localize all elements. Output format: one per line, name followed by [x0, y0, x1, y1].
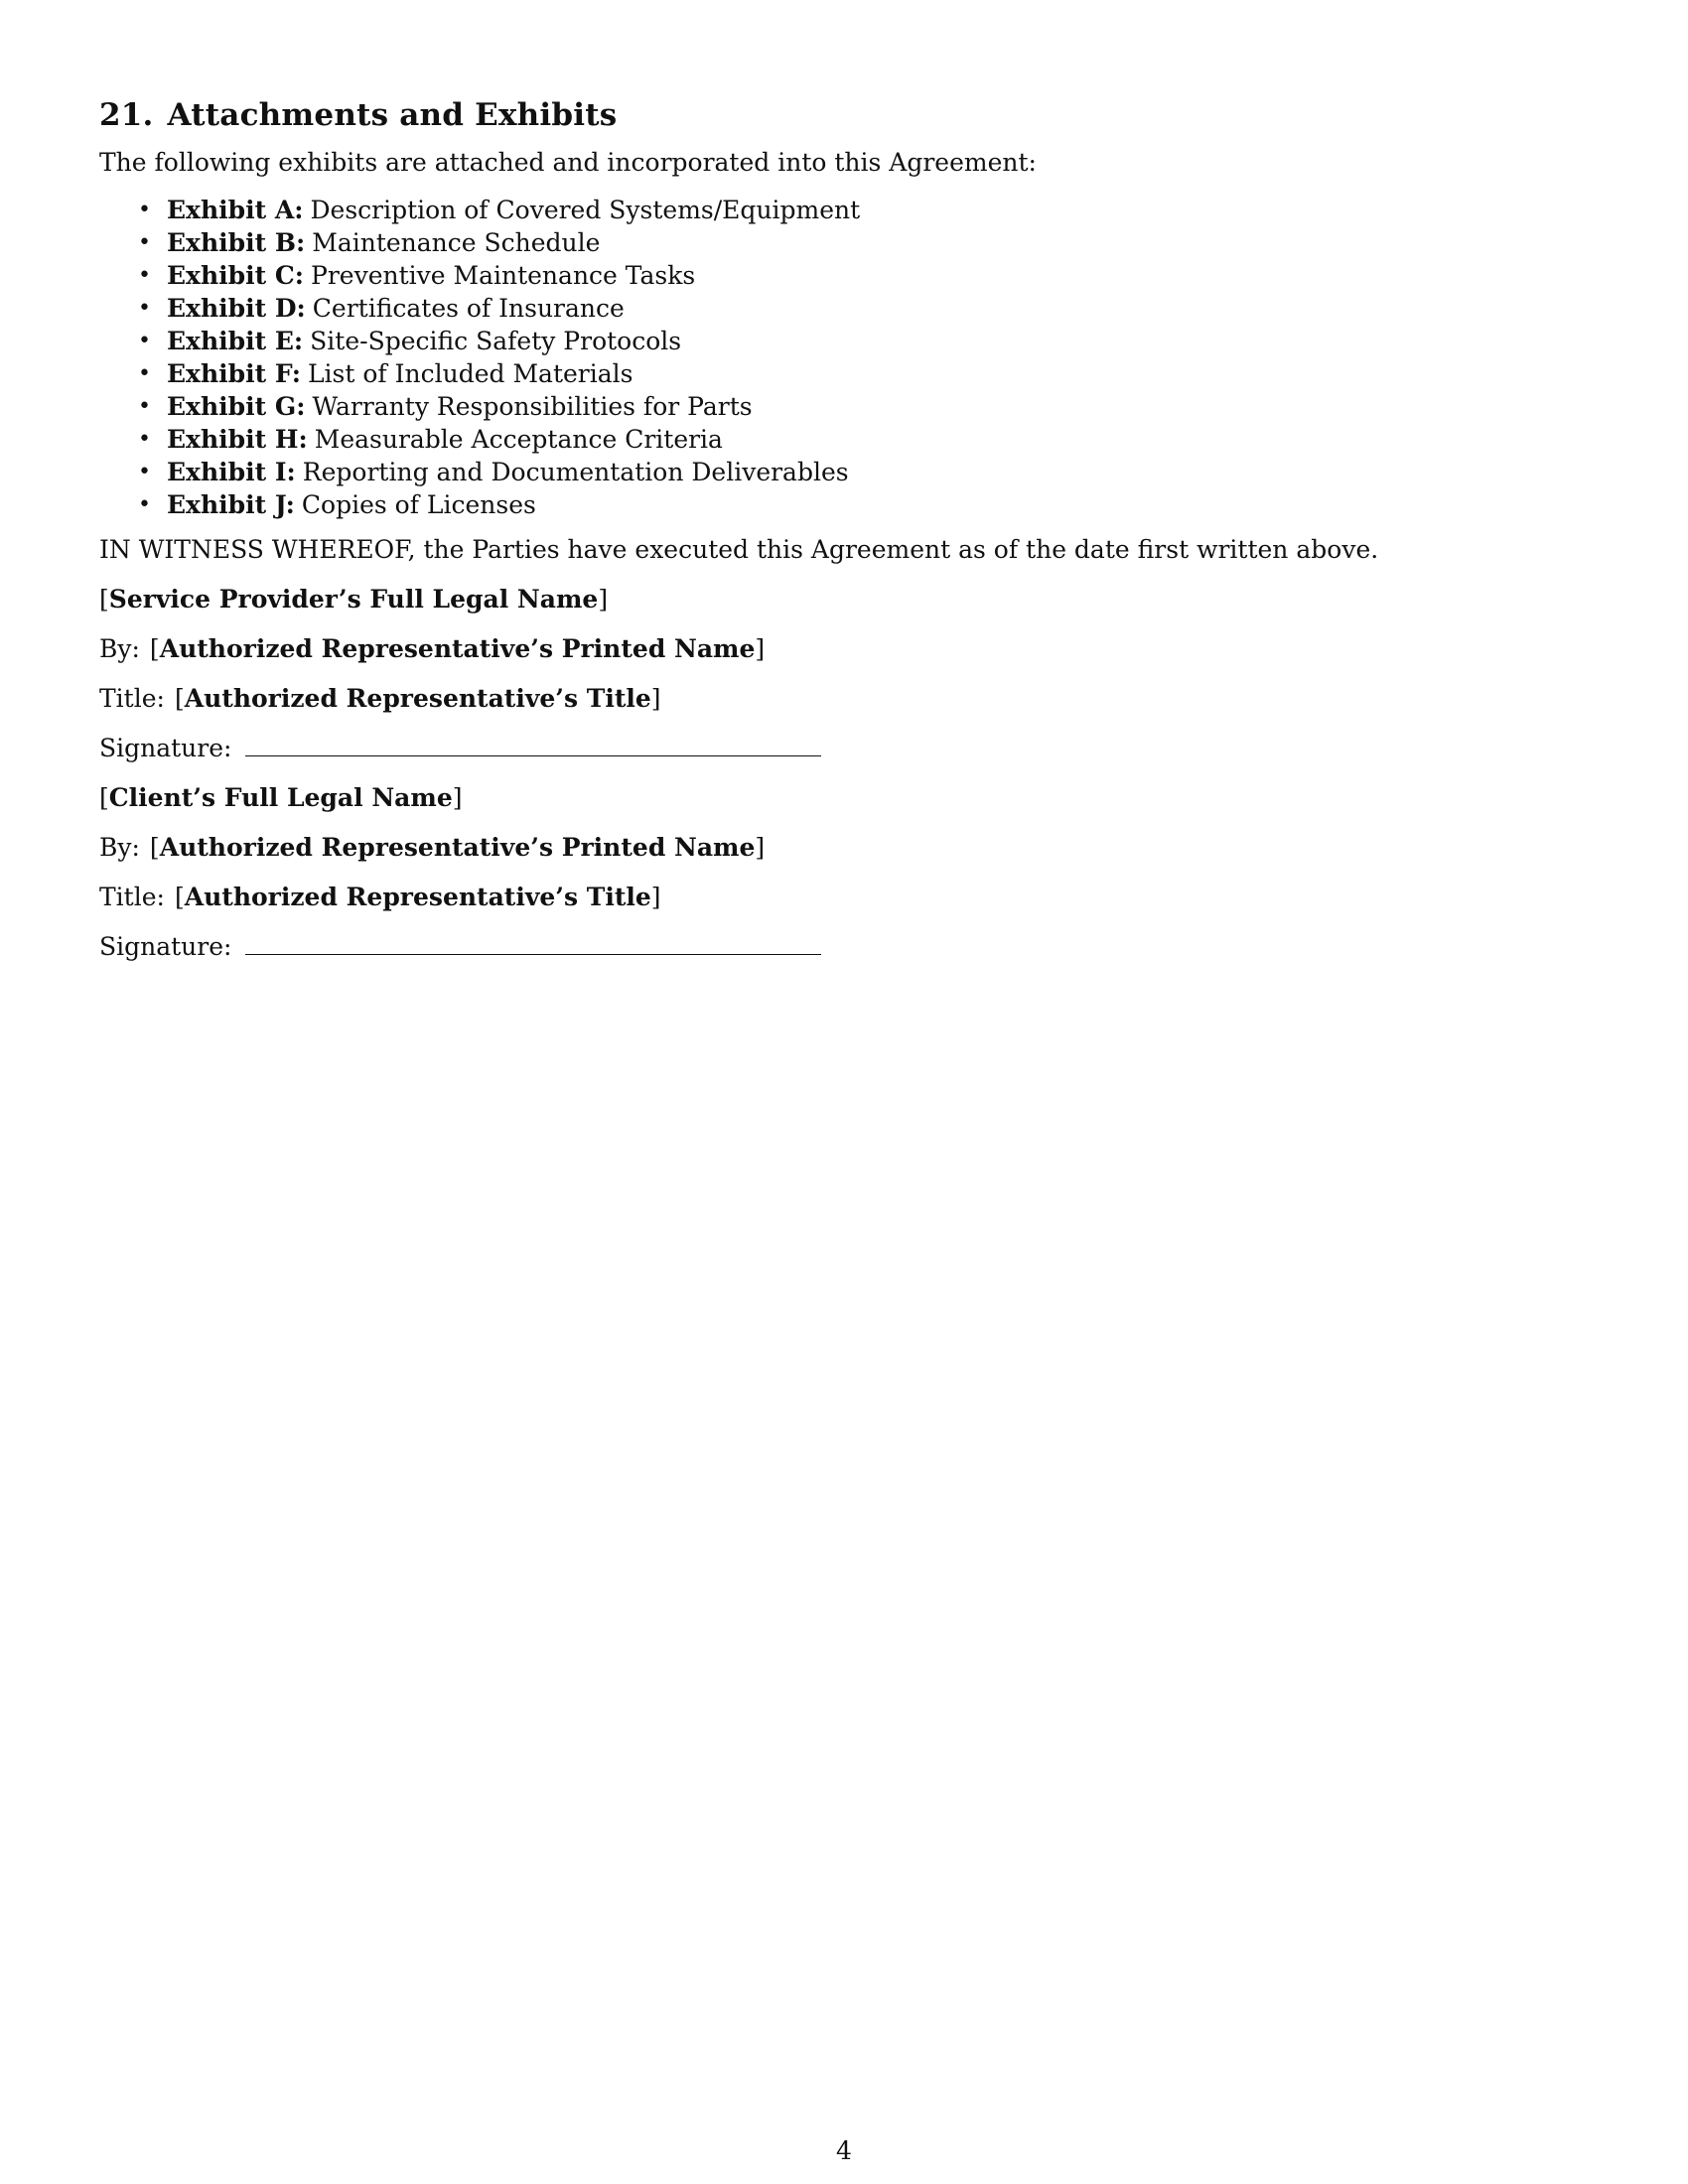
- bullet-icon: •: [138, 329, 151, 353]
- title-line: [99, 681, 1589, 716]
- section-heading: [99, 94, 1589, 136]
- by-line: [99, 631, 1589, 666]
- section-intro: The following exhibits are attached and incorporated into this Agreement:: [99, 148, 1037, 177]
- by-label: By:: [99, 634, 140, 663]
- bullet-icon: •: [138, 230, 151, 255]
- exhibit-description: Warranty Responsibilities for Parts: [312, 392, 753, 421]
- exhibit-label: Exhibit B:: [167, 228, 306, 257]
- bullet-icon: •: [138, 296, 151, 321]
- exhibit-label: Exhibit C:: [167, 261, 304, 290]
- page-number: 4: [836, 2136, 852, 2165]
- bracket-open: [: [99, 783, 109, 812]
- by-label: By:: [99, 833, 140, 862]
- bracket-close: ]: [755, 634, 766, 663]
- signature-block-provider: [99, 582, 1589, 765]
- exhibit-label: Exhibit G:: [167, 392, 306, 421]
- signature-label: Signature:: [99, 932, 232, 961]
- bullet-icon: •: [138, 361, 151, 386]
- witness-statement: IN WITNESS WHEREOF, the Parties have executed this Agreement as of the date first written above.: [99, 535, 1379, 564]
- section-title: Attachments and Exhibits: [167, 97, 618, 133]
- bracket-close: ]: [755, 833, 766, 862]
- exhibit-description: Copies of Licenses: [301, 490, 536, 519]
- printed-name: Authorized Representative’s Printed Name: [159, 833, 756, 862]
- exhibit-label: Exhibit J:: [167, 490, 295, 519]
- bracket-open: [: [174, 883, 185, 911]
- exhibit-description: Reporting and Documentation Deliverables: [302, 458, 849, 486]
- exhibit-item-b: [138, 226, 1589, 259]
- exhibit-item-h: [138, 423, 1589, 456]
- exhibit-item-e: [138, 325, 1589, 357]
- bracket-close: ]: [598, 585, 609, 614]
- exhibit-item-f: [138, 357, 1589, 390]
- party-name: [99, 780, 1589, 815]
- bullet-icon: •: [138, 460, 151, 484]
- signature-rule: [245, 732, 821, 756]
- bullet-icon: •: [138, 198, 151, 222]
- printed-name: Authorized Representative’s Printed Name: [159, 634, 756, 663]
- exhibit-item-j: [138, 488, 1589, 521]
- signature-block-client: [99, 780, 1589, 964]
- exhibit-label: Exhibit E:: [167, 327, 304, 355]
- exhibit-label: Exhibit I:: [167, 458, 296, 486]
- page-content: [99, 94, 1589, 964]
- signature-line: [99, 929, 1589, 964]
- bracket-open: [: [174, 684, 185, 713]
- exhibit-description: Site-Specific Safety Protocols: [310, 327, 682, 355]
- exhibit-label: Exhibit A:: [167, 196, 304, 224]
- exhibit-label: Exhibit F:: [167, 359, 301, 388]
- bracket-open: [: [149, 634, 160, 663]
- bullet-icon: •: [138, 394, 151, 419]
- party-name: [99, 582, 1589, 616]
- rep-title: Authorized Representative’s Title: [184, 684, 651, 713]
- rep-title: Authorized Representative’s Title: [184, 883, 651, 911]
- signature-line: [99, 731, 1589, 765]
- exhibit-description: Certificates of Insurance: [312, 294, 625, 323]
- bracket-close: ]: [650, 684, 661, 713]
- bracket-open: [: [149, 833, 160, 862]
- bullet-icon: •: [138, 427, 151, 452]
- bracket-close: ]: [650, 883, 661, 911]
- exhibit-list: [99, 194, 1589, 521]
- section-number: 21.: [99, 97, 154, 133]
- signature-label: Signature:: [99, 734, 232, 762]
- exhibit-item-d: [138, 292, 1589, 325]
- title-label: Title:: [99, 684, 165, 713]
- exhibit-item-g: [138, 390, 1589, 423]
- exhibit-item-i: [138, 456, 1589, 488]
- party-name-text: Client’s Full Legal Name: [108, 783, 453, 812]
- exhibit-description: Description of Covered Systems/Equipment: [310, 196, 861, 224]
- exhibit-item-c: [138, 259, 1589, 292]
- by-line: [99, 830, 1589, 865]
- bracket-close: ]: [452, 783, 463, 812]
- title-line: [99, 880, 1589, 914]
- exhibit-label: Exhibit H:: [167, 425, 308, 454]
- exhibit-description: Preventive Maintenance Tasks: [311, 261, 696, 290]
- exhibit-description: Maintenance Schedule: [312, 228, 601, 257]
- party-name-text: Service Provider’s Full Legal Name: [108, 585, 599, 614]
- signature-rule: [245, 930, 821, 955]
- exhibit-description: List of Included Materials: [307, 359, 633, 388]
- exhibit-description: Measurable Acceptance Criteria: [314, 425, 723, 454]
- bullet-icon: •: [138, 492, 151, 517]
- title-label: Title:: [99, 883, 165, 911]
- bracket-open: [: [99, 585, 109, 614]
- exhibit-item-a: [138, 194, 1589, 226]
- exhibit-label: Exhibit D:: [167, 294, 306, 323]
- bullet-icon: •: [138, 263, 151, 288]
